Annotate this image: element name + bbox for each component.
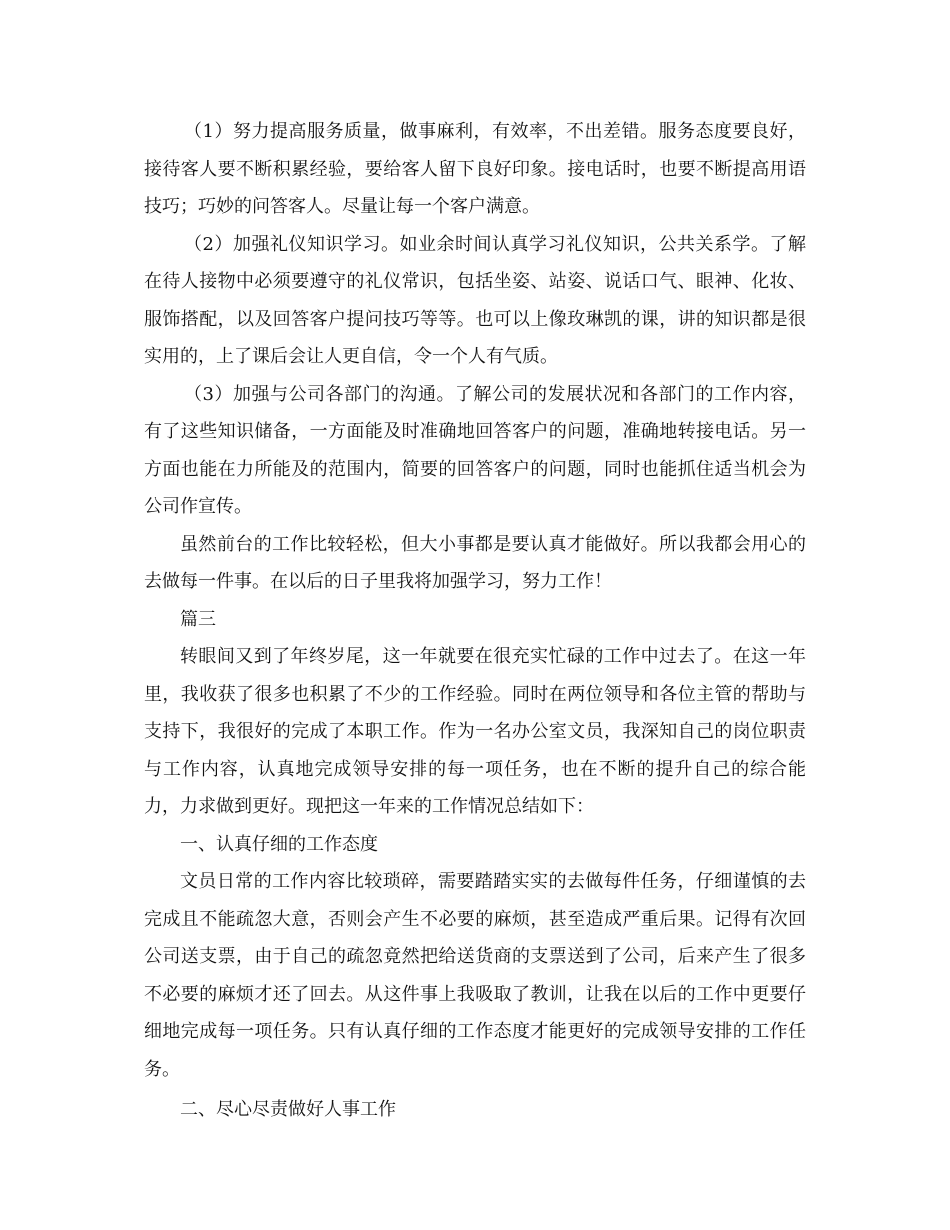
heading-personnel-work: 二、尽心尽责做好人事工作 <box>180 1099 396 1120</box>
paragraph-service-quality: （1）努力提高服务质量，做事麻利，有效率，不出差错。服务态度要良好，接待客人要不断积累经验，要给客人留下良好印象。接电话时，也要不断提高用语技巧；巧妙的问答客人。尽量让每一个客户满意。 <box>144 121 806 217</box>
document-body <box>144 113 806 1129</box>
section-heading-part-three: 篇三 <box>180 608 216 630</box>
heading-work-attitude: 一、认真仔细的工作态度 <box>180 833 378 855</box>
paragraph-clerk-daily-work: 文员日常的工作内容比较琐碎，需要踏踏实实的去做每件任务，仔细谨慎的去完成且不能疏忽大意，否则会产生不必要的麻烦，甚至造成严重后果。记得有次回公司送支票，由于自己的疏忽竟然把给送货商的支票送到了公司，后来产生了很多不必要的麻烦才还了回去。从这件事上我吸取了教训，让我在以后的工作中更要仔细地完成每一项任务。只有认真仔细的工作态度才能更好的完成领导安排的工作任务。 <box>144 871 806 1080</box>
paragraph-year-end-intro: 转眼间又到了年终岁尾，这一年就要在很充实忙碌的工作中过去了。在这一年里，我收获了很多也积累了不少的工作经验。同时在两位领导和各位主管的帮助与支持下，我很好的完成了本职工作。作为一名办公室文员，我深知自己的岗位职责与工作内容，认真地完成领导安排的每一项任务，也在不断的提升自己的综合能力，力求做到更好。现把这一年来的工作情况总结如下： <box>144 646 806 817</box>
paragraph-department-communication: （3）加强与公司各部门的沟通。了解公司的发展状况和各部门的工作内容，有了这些知识储备，一方面能及时准确地回答客户的问题，准确地转接电话。另一方面也能在力所能及的范围内，简要的回答客户的问题，同时也能抓住适当机会为公司作宣传。 <box>144 383 806 517</box>
paragraph-etiquette-study: （2）加强礼仪知识学习。如业余时间认真学习礼仪知识，公共关系学。了解在待人接物中必须要遵守的礼仪常识，包括坐姿、站姿、说话口气、眼神、化妆、服饰搭配，以及回答客户提问技巧等等。也可以上像玫琳凯的课，讲的知识都是很实用的，上了课后会让人更自信，令一个人有气质。 <box>144 233 806 367</box>
paragraph-front-desk-summary: 虽然前台的工作比较轻松，但大小事都是要认真才能做好。所以我都会用心的去做每一件事。在以后的日子里我将加强学习，努力工作！ <box>144 533 806 592</box>
